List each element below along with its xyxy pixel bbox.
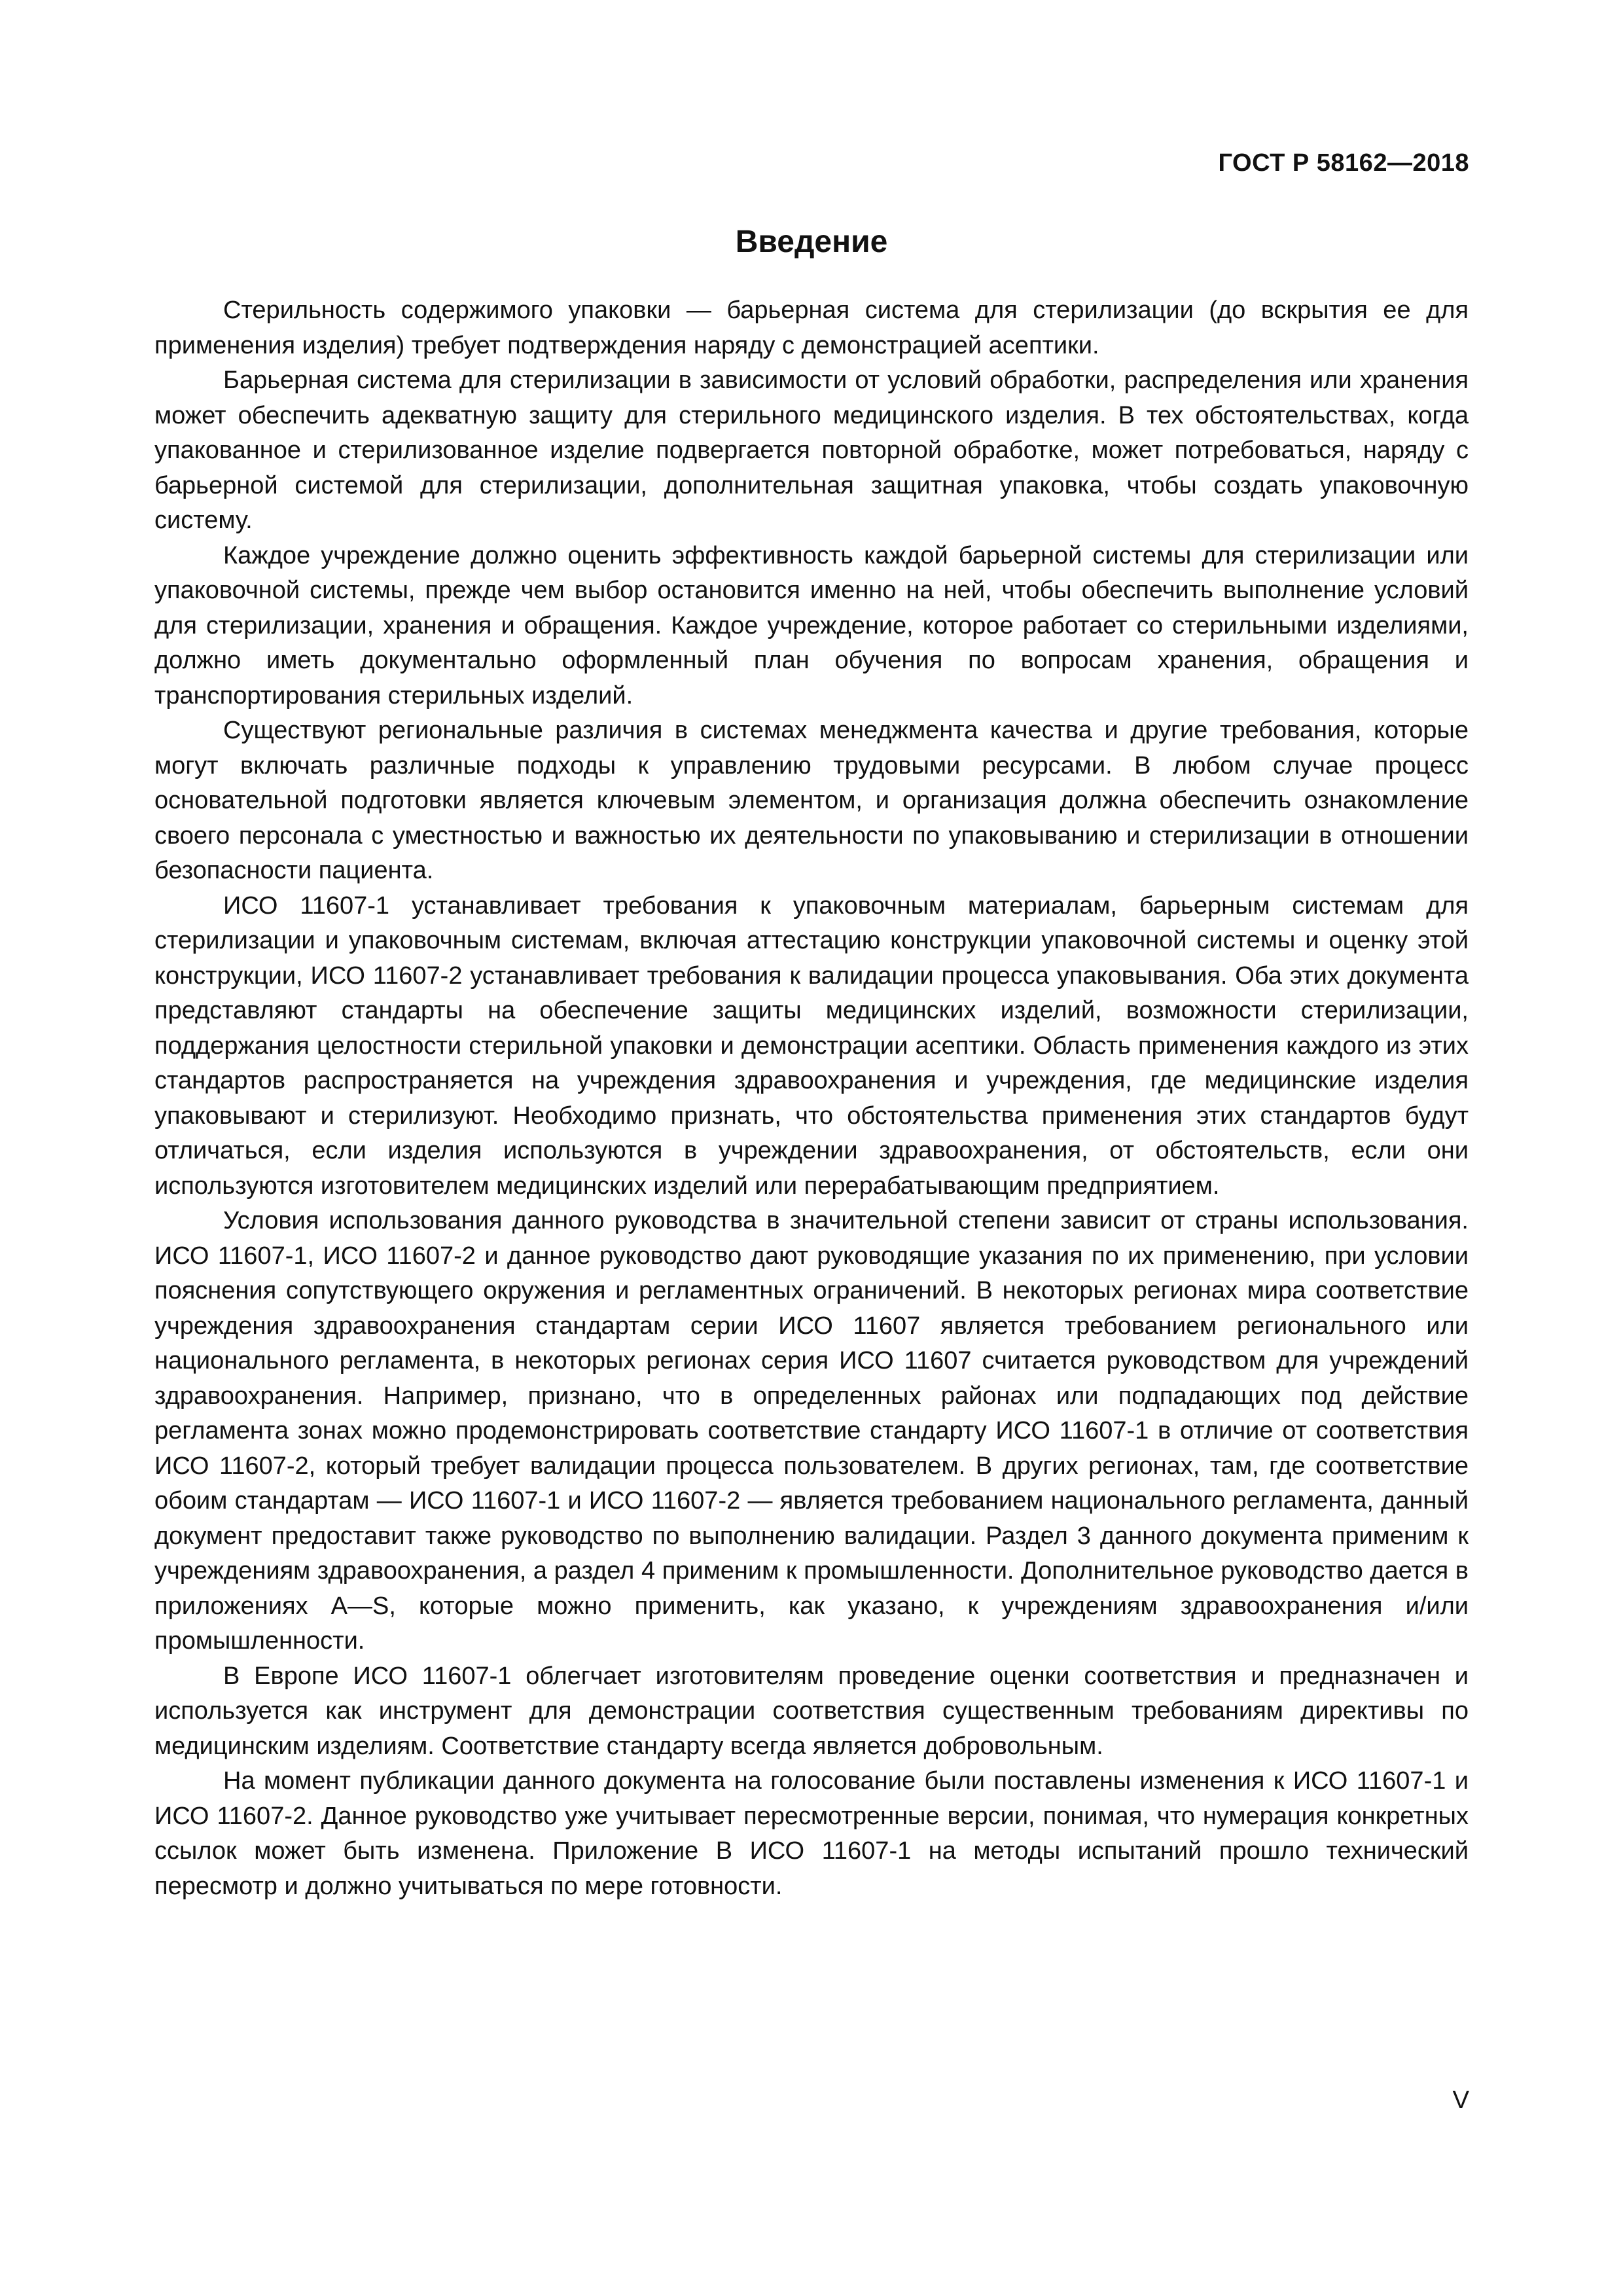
paragraph: ИСО 11607-1 устанавливает требования к упаковочным материалам, барьерным системам для стерилизации и упаковочным системам, включая аттестацию конструкции упаковочной системы и оценку этой конструкции, ИСО 11607-2 устанавливает требования к валидации процесса упаковывания. Оба этих документа представляют стандарты на обеспечение защиты медицинских изделий, возможности стерилизации, поддержания целостности стерильной упаковки и демонстрации асептики. Область применения каждого из этих стандартов распространяется на учреждения здравоохранения и учреждения, где медицинские изделия упаковывают и стерилизуют. Необходимо признать, что обстоятельства применения этих стандартов будут отличаться, если изделия используются в учреждении здравоохранения, от обстоятельств, если они используются изготовителем медицинских изделий или перерабатывающим предприятием. — [154, 891, 1469, 1200]
paragraph: Каждое учреждение должно оценить эффективность каждой барьерной системы для стерилизации или упаковочной системы, прежде чем выбор остановится именно на ней, чтобы обеспечить выполнение условий для стерилизации, хранения и обращения. Каждое учреждение, которое работает со стерильными изделиями, должно иметь документально оформленный план обучения по вопросам хранения, обращения и транспортирования стерильных изделий. — [154, 541, 1469, 709]
body-text — [154, 293, 1469, 1904]
page-number: V — [1452, 2087, 1469, 2114]
paragraph: Существуют региональные различия в системах менеджмента качества и другие требования, которые могут включать различные подходы к управлению трудовыми ресурсами. В любом случае процесс основательной подготовки является ключевым элементом, и организация должна обеспечить ознакомление своего персонала с уместностью и важностью их деятельности по упаковыванию и стерилизации в отношении безопасности пациента. — [154, 717, 1469, 884]
paragraph: Условия использования данного руководства в значительной степени зависит от страны использования. ИСО 11607-1, ИСО 11607-2 и данное руководство дают руководящие указания по их применению, при условии пояснения сопутствующего окружения и регламентных ограничений. В некоторых регионах мира соответствие учреждения здравоохранения стандартам серии ИСО 11607 является требованием регионального или национального регламента, в некоторых регионах серия ИСО 11607 считается руководством для учреждений здравоохранения. Например, признано, что в определенных районах или подпадающих под действие регламента зонах можно продемонстрировать соответствие стандарту ИСО 11607-1 в отличие от соответствия ИСО 11607-2, который требует валидации процесса пользователем. В других регионах, там, где соответствие обоим стандартам — ИСО 11607-1 и ИСО 11607-2 — является требованием национального регламента, данный документ предоставит также руководство по выполнению валидации. Раздел 3 данного документа применим к учреждениям здравоохранения, а раздел 4 применим к промышленности. Дополнительное руководство дается в приложениях А—S, которые можно применить, как указано, к учреждениям здравоохранения и/или промышленности. — [154, 1207, 1469, 1655]
paragraph: Стерильность содержимого упаковки — барьерная система для стерилизации (до вскрытия ее для применения изделия) требует подтверждения наряду с демонстрацией асептики. — [154, 296, 1469, 359]
document-code: ГОСТ Р 58162—2018 — [1218, 149, 1469, 177]
paragraph: Барьерная система для стерилизации в зависимости от условий обработки, распределения или хранения может обеспечить адекватную защиту для стерильного медицинского изделия. В тех обстоятельствах, когда упакованное и стерилизованное изделие подвергается повторной обработке, может потребоваться, наряду с барьерной системой для стерилизации, дополнительная защитная упаковка, чтобы создать упаковочную систему. — [154, 367, 1469, 534]
section-title: Введение — [735, 224, 888, 259]
paragraph: В Европе ИСО 11607-1 облегчает изготовителям проведение оценки соответствия и предназначен и используется как инструмент для демонстрации соответствия существенным требованиям директивы по медицинским изделиям. Соответствие стандарту всегда является добровольным. — [154, 1662, 1469, 1760]
paragraph: На момент публикации данного документа на голосование были поставлены изменения к ИСО 11607-1 и ИСО 11607-2. Данное руководство уже учитывает пересмотренные версии, понимая, что нумерация конкретных ссылок может быть изменена. Приложение В ИСО 11607-1 на методы испытаний прошло технический пересмотр и должно учитываться по мере готовности. — [154, 1767, 1469, 1900]
